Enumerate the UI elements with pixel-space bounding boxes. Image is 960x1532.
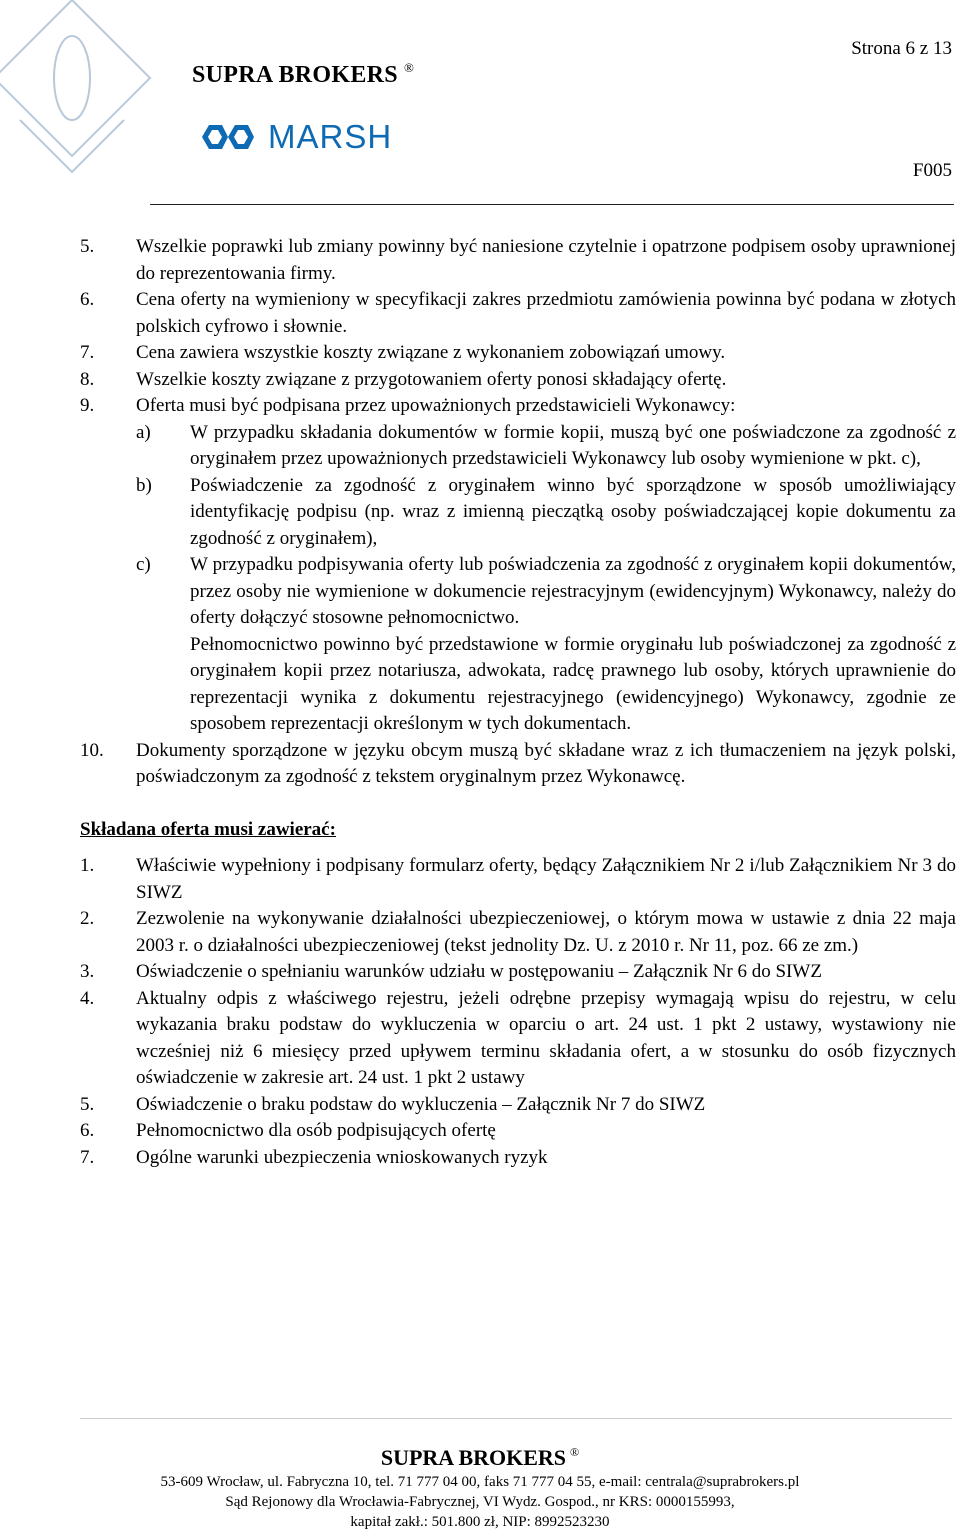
footer-capital: kapitał zakł.: 501.800 zł, NIP: 8992523230 — [350, 1514, 610, 1530]
list-item: 7. Cena zawiera wszystkie koszty związane z wykonaniem zobowiązań umowy. — [80, 342, 726, 363]
list-item: 1. Właściwie wypełniony i podpisany formularz oferty, będący Załącznikiem Nr 2 i/lub Załącznikiem Nr 3 do SIWZ — [80, 855, 956, 903]
header-brand — [192, 60, 414, 89]
marsh-logo — [200, 118, 392, 156]
list-item: 2. Zezwolenie na wykonywanie działalności ubezpieczeniowej, o którym mowa w ustawie z dnia 22 maja 2003 r. o działalności ubezpieczeniowej (tekst jednolity Dz. U. z 2010 r. Nr 11, poz. 66 ze zm.) — [80, 908, 956, 956]
brand-name: SUPRA BROKERS — [192, 62, 398, 88]
list-item: 6. Pełnomocnictwo dla osób podpisujących ofertę — [80, 1120, 496, 1141]
sub-list-item: a) W przypadku składania dokumentów w formie kopii, muszą być one poświadczone za zgodność z oryginałem przez upoważnionych przedstawicieli Wykonawcy lub osoby wymienione w pkt. c), — [136, 421, 956, 469]
registered-mark: ® — [403, 60, 415, 75]
footer-brand: SUPRA BROKERS ® — [380, 1445, 580, 1470]
list-item: 6. Cena oferty na wymieniony w specyfikacji zakres przedmiotu zamówienia powinna być podana w złotych polskich cyfrowo i słownie. — [80, 289, 956, 337]
page-footer — [0, 1438, 960, 1532]
section-heading: Składana oferta musi zawierać: — [80, 818, 336, 840]
list-item: 5. Oświadczenie o braku podstaw do wykluczenia – Załącznik Nr 7 do SIWZ — [80, 1093, 706, 1115]
marsh-wordmark: MARSH — [268, 118, 393, 155]
sub-list-item: c) W przypadku podpisywania oferty lub poświadczenia za zgodność z oryginałem kopii dokumentów, przez osoby nie wymienione w dokumencie rejestracyjnym (ewidencyjnym) Wykonawcy, należy do oferty dołączyć stosowne pełnomocnictwo. — [136, 554, 956, 628]
footer-divider — [80, 1418, 952, 1419]
footer-address: 53-609 Wrocław, ul. Fabryczna 10, tel. 71 777 04 00, faks 71 777 04 55, e-mail: centrala@suprabrokers.pl — [160, 1474, 800, 1490]
sub-list-item: b) Poświadczenie za zgodność z oryginałem winno być sporządzone w sposób umożliwiający identyfikację podpisu (np. wraz z imienną pieczątką osoby poświadczającej kopie dokumentu za zgodność z oryginałem), — [136, 474, 956, 549]
list-item: 7. Ogólne warunki ubezpieczenia wnioskowanych ryzyk — [80, 1146, 548, 1168]
watermark-logo-icon — [0, 0, 180, 210]
document-code: F005 — [912, 160, 952, 181]
page-number: Strona 6 z 13 — [851, 38, 952, 59]
footer-registry: Sąd Rejonowy dla Wrocławia-Fabrycznej, VI Wydz. Gospod., nr KRS: 0000155993, — [225, 1494, 735, 1510]
document-body — [80, 234, 956, 1171]
sub-list-continuation: Pełnomocnictwo powinno być przedstawione w formie oryginału lub poświadczonej za zgodność z oryginałem kopii przez notariusza, adwokata, radcę prawnego lub osoby, których uprawnienie do reprezentacji wynika z dokumentu rejestracyjnego (ewidencyjnego) Wykonawcy, zgodnie ze sposobem reprezentacji określonym w tych dokumentach. — [190, 633, 956, 734]
list-item: 4. Aktualny odpis z właściwego rejestru, jeżeli odrębne przepisy wymagają wpisu do rejestru, w celu wykazania braku podstaw do wykluczenia w oparciu o art. 24 ust. 1 pkt 2 ustawy, wystawiony nie wcześniej niż 6 miesięcy przed upływem terminu składania ofert, a w stosunku do osób fizycznych oświadczenie w zakresie art. 24 ust. 1 pkt 2 ustawy — [80, 987, 956, 1088]
list-item: 5. Wszelkie poprawki lub zmiany powinny być naniesione czytelnie i opatrzone podpisem osoby uprawnionej do reprezentowania firmy. — [80, 236, 956, 284]
marsh-hexagon-icon — [200, 122, 256, 152]
list-item: 10. Dokumenty sporządzone w języku obcym muszą być składane wraz z ich tłumaczeniem na język polski, poświadczonym za zgodność z tekstem oryginalnym przez Wykonawcę. — [80, 739, 956, 787]
footer-registered-mark: ® — [570, 1445, 580, 1459]
list-item: 9. Oferta musi być podpisana przez upoważnionych przedstawicieli Wykonawcy: — [80, 395, 736, 416]
header-divider — [150, 204, 954, 205]
list-item: 3. Oświadczenie o spełnianiu warunków udziału w postępowaniu – Załącznik Nr 6 do SIWZ — [80, 961, 822, 982]
list-item: 8. Wszelkie koszty związane z przygotowaniem oferty ponosi składający ofertę. — [80, 368, 727, 390]
